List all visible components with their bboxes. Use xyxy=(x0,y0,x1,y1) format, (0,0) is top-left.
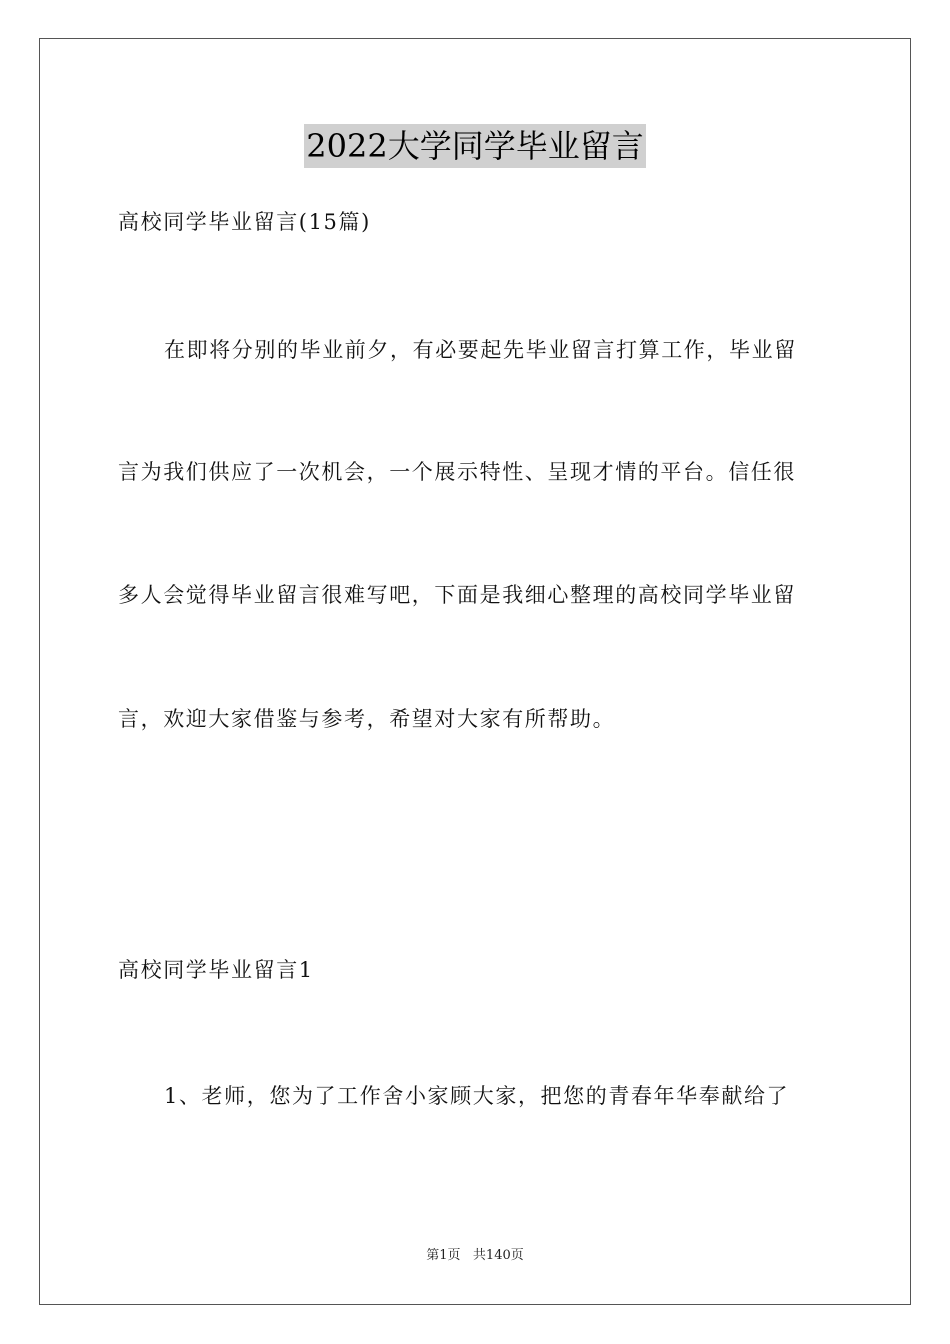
title-container xyxy=(0,124,950,168)
intro-line-4: 言，欢迎大家借鉴与参考，希望对大家有所帮助。 xyxy=(118,707,616,731)
section-heading: 高校同学毕业留言1 xyxy=(118,958,314,982)
intro-line-3: 多人会觉得毕业留言很难写吧，下面是我细心整理的高校同学毕业留 xyxy=(118,583,796,607)
intro-line-1: 在即将分别的毕业前夕，有必要起先毕业留言打算工作，毕业留 xyxy=(164,338,797,362)
document-subtitle: 高校同学毕业留言(15篇) xyxy=(118,210,371,234)
section-paragraph-line: 1、老师，您为了工作舍小家顾大家，把您的青春年华奉献给了 xyxy=(164,1084,790,1108)
document-title: 2022大学同学毕业留言 xyxy=(304,124,645,168)
page-number-footer: 第1页 共140页 xyxy=(426,1248,524,1263)
intro-line-2: 言为我们供应了一次机会，一个展示特性、呈现才情的平台。信任很 xyxy=(118,460,796,484)
